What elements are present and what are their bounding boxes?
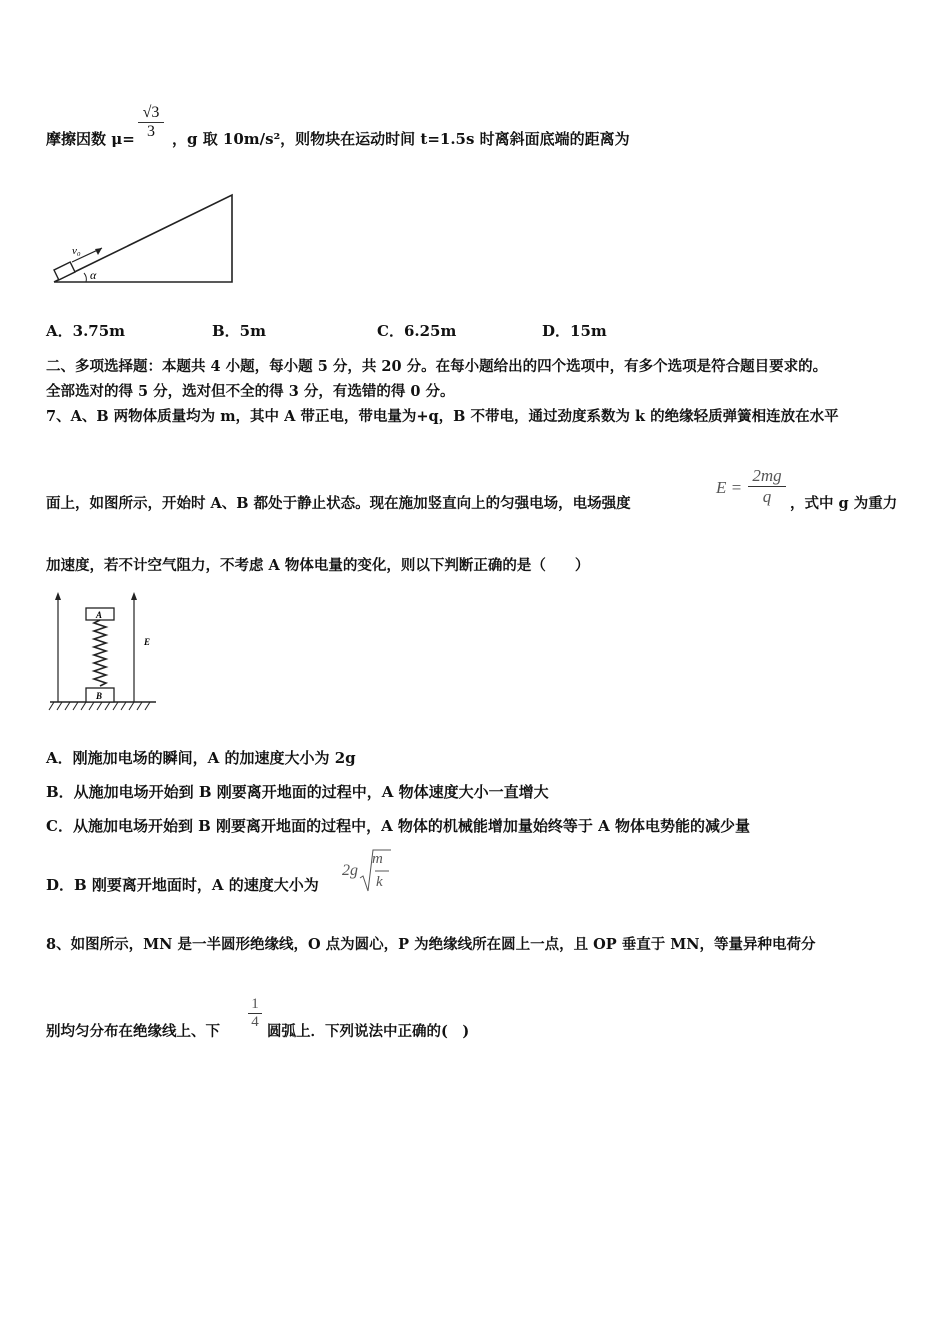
field-numerator: 2mg xyxy=(752,466,782,485)
optd-coef: 2g xyxy=(342,862,358,879)
q7-option-d[interactable] xyxy=(46,874,319,895)
q7-option-a[interactable]: A．刚施加电场的瞬间，A 的加速度大小为 2g xyxy=(46,749,356,767)
section2-note: 全部选对的得 5 分，选对但不全的得 3 分，有选错的得 0 分。 xyxy=(46,383,455,400)
q8-stem-line1: 8、如图所示，MN 是一半圆形绝缘线，O 点为圆心，P 为绝缘线所在圆上一点，且 OP 垂直于 MN，等量异种电荷分 xyxy=(46,936,816,953)
optd-denominator: k xyxy=(376,874,383,890)
q6-option-a[interactable]: A．3.75m xyxy=(46,322,126,340)
q6-option-c[interactable]: C．6.25m xyxy=(377,322,457,340)
field-fraction xyxy=(748,466,786,507)
q8-stem-line2-prefix: 别均匀分布在绝缘线上、下 xyxy=(46,1023,220,1040)
q8-stem-line2-suffix: 圆弧上．下列说法中正确的( ) xyxy=(267,1023,470,1040)
q7-stem-line2-prefix: 面上，如图所示，开始时 A、B 都处于静止状态。现在施加竖直向上的匀强电场，电场强度 xyxy=(46,495,631,512)
field-e-label: E xyxy=(144,637,151,647)
optd-numerator: m xyxy=(372,851,383,867)
q7-stem-line2-suffix: ，式中 g 为重力 xyxy=(790,495,898,512)
quarter-fraction xyxy=(248,996,262,1031)
q7-option-b[interactable]: B．从施加电场开始到 B 刚要离开地面的过程中，A 物体速度大小一直增大 xyxy=(46,783,549,801)
mu-denominator: 3 xyxy=(147,123,155,140)
quarter-denominator: 4 xyxy=(251,1014,259,1030)
spring-icon xyxy=(94,620,106,686)
block-a-label: A xyxy=(96,610,103,620)
alpha-label: α xyxy=(90,268,97,282)
q6-stem-prefix: 摩擦因数 μ= xyxy=(46,130,135,148)
q7-option-c[interactable]: C．从施加电场开始到 B 刚要离开地面的过程中，A 物体的机械能增加量始终等于 A 物体电势能的减少量 xyxy=(46,817,751,835)
section2-heading: 二、多项选择题：本题共 4 小题，每小题 5 分，共 20 分。在每小题给出的四个选项中，有多个选项是符合题目要求的。 xyxy=(46,358,828,375)
q6-option-d[interactable]: D．15m xyxy=(542,322,607,340)
q7-stem-line1: 7、A、B 两物体质量均为 m，其中 A 带正电，带电量为+q，B 不带电，通过劲度系数为 k 的绝缘轻质弹簧相连放在水平 xyxy=(46,408,839,425)
formula-lhs: E = xyxy=(716,478,743,497)
mu-numerator: √3 xyxy=(142,104,160,121)
q6-option-b[interactable]: B．5m xyxy=(212,322,266,340)
q7-option-d-text: D．B 刚要离开地面时，A 的速度大小为 xyxy=(46,876,319,894)
incline-figure xyxy=(46,190,246,290)
quarter-numerator: 1 xyxy=(251,996,259,1012)
block-b-label: B xyxy=(96,691,103,701)
mu-fraction xyxy=(138,104,164,141)
spring-figure xyxy=(46,590,161,715)
q7-stem-line3: 加速度，若不计空气阻力，不考虑 A 物体电量的变化，则以下判断正确的是（ ） xyxy=(46,557,590,574)
field-denominator: q xyxy=(762,487,772,506)
block-icon xyxy=(54,262,75,280)
q6-stem-suffix: ，g 取 10m/s²，则物块在运动时间 t=1.5s 时离斜面底端的距离为 xyxy=(172,130,630,148)
v0-label: v₀ xyxy=(72,245,81,257)
